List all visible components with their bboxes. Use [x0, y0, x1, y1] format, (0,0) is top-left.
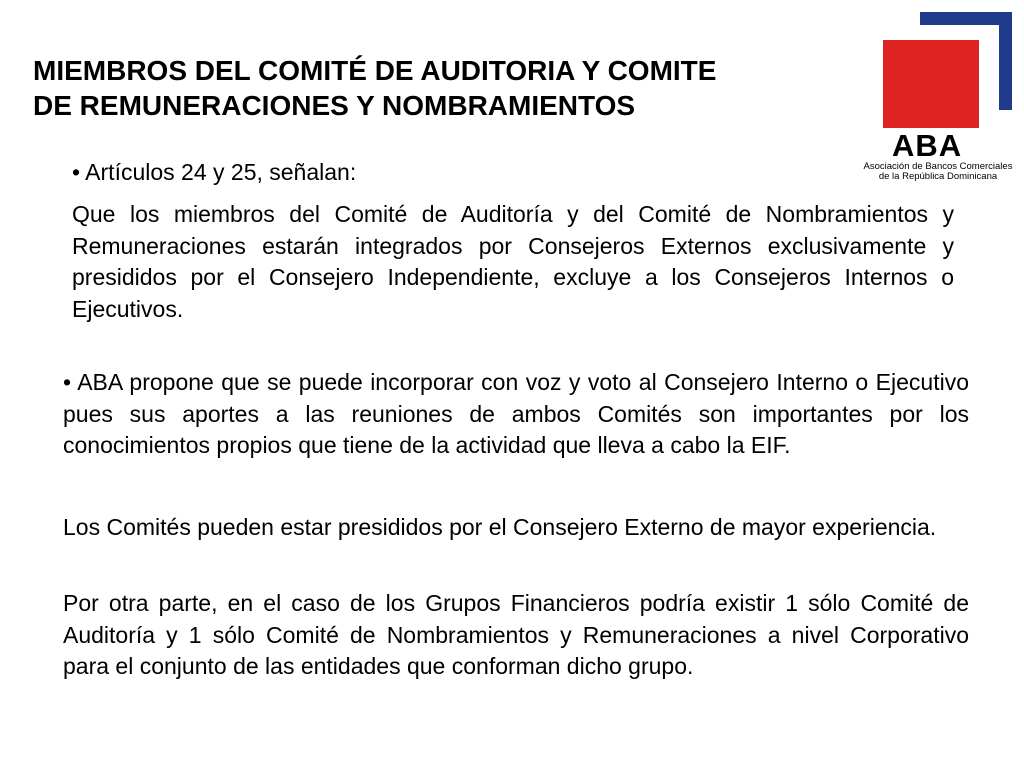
paragraph-financial-groups: Por otra parte, en el caso de los Grupos Financieros podría existir 1 sólo Comité de Auditoría y 1 sólo Comité de Nombramientos y Remuneraciones a nivel Corporativo para el conjunto de las entidades que conforman dicho grupo. — [63, 590, 969, 679]
paragraph-committees: Los Comités pueden estar presididos por el Consejero Externo de mayor experiencia. — [63, 514, 937, 540]
logo-name: ABA — [892, 128, 963, 163]
bullet-articles: • Artículos 24 y 25, señalan: — [72, 159, 357, 185]
bullet-aba-proposal: • ABA propone que se puede incorporar con voz y voto al Consejero Interno o Ejecutivo pues sus aportes a las reuniones de ambos Comités son importantes por los conocimientos propios que tiene de la actividad que lleva a cabo la EIF. — [63, 369, 969, 458]
logo-frame-right — [999, 12, 1012, 110]
paragraph-members: Que los miembros del Comité de Auditoría y del Comité de Nombramientos y Remuneraciones estarán integrados por Consejeros Externos exclusivamente y presididos por el Consejero Independiente, excluye a los Consejeros Internos o Ejecutivos. — [72, 201, 954, 322]
logo-red-square-icon — [883, 40, 979, 128]
slide-title-line-2: DE REMUNERACIONES Y NOMBRAMIENTOS — [33, 90, 636, 121]
slide-title — [33, 53, 863, 123]
logo-subtitle-line-1: Asociación de Bancos Comerciales — [863, 161, 1013, 172]
slide-title-line-1: MIEMBROS DEL COMITÉ DE AUDITORIA Y COMITE — [33, 55, 717, 86]
logo-subtitle-line-2: de la República Dominicana — [878, 171, 998, 182]
